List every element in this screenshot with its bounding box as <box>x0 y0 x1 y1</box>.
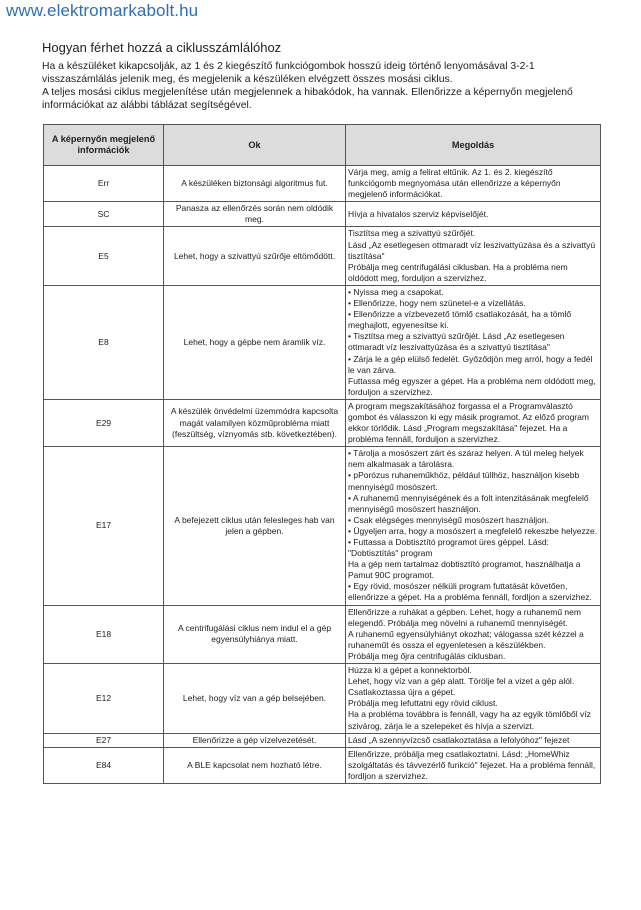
cause-cell: Lehet, hogy a gépbe nem áramlik víz. <box>164 285 346 399</box>
cause-cell: Ellenőrizze a gép vízelvezetését. <box>164 733 346 747</box>
solution-line: • Ügyeljen arra, hogy a mosószert a megfelelő rekeszbe helyezze. <box>348 525 598 536</box>
solution-line: • pPorózus ruhaneműkhöz, például tüllhöz, használjon kisebb mennyiségű mosószert. <box>348 470 580 492</box>
error-code-table <box>43 124 601 784</box>
solution-line: • Csak elégséges mennyiségű mosószert használjon. <box>348 514 549 525</box>
cause-cell: A BLE kapcsolat nem hozható létre. <box>164 747 346 783</box>
intro-text <box>42 61 602 113</box>
cause-cell: Panasza az ellenőrzés során nem oldódik meg. <box>164 202 346 227</box>
table-row <box>44 285 601 399</box>
table-row <box>44 664 601 734</box>
error-code-cell: E8 <box>44 285 164 399</box>
header-display-info: A képernyőn megjelenő információk <box>44 125 164 166</box>
solution-line: Húzza ki a gépet a konnektorból. <box>348 665 472 676</box>
solution-cell <box>346 447 601 605</box>
solution-line: A ruhanemű egyensúlyhiányt okozhat; válogassa szét kézzel a ruhaneműt és ossza el egyenletesen a készülékben. <box>348 628 584 650</box>
cause-cell: A készülék önvédelmi üzemmódra kapcsolta magát valamilyen közműprobléma miatt (feszültség, víznyomás stb. következtében). <box>164 399 346 446</box>
solution-cell <box>346 605 601 663</box>
solution-line: Hívja a hivatalos szerviz képviselőjét. <box>348 208 489 219</box>
solution-cell <box>346 202 601 227</box>
cause-cell: A készüléken biztonsági algoritmus fut. <box>164 166 346 202</box>
solution-cell <box>346 399 601 446</box>
cause-cell: A centrifugálási ciklus nem indul el a gép egyensúlyhiánya miatt. <box>164 605 346 663</box>
solution-line: • Ellenőrizze a vízbevezető tömlő csatlakozását, ha a tömlő meghajlott, egyenesítse ki. <box>348 309 572 331</box>
table-row <box>44 605 601 663</box>
header-cause: Ok <box>164 125 346 166</box>
site-url[interactable]: www.elektromarkabolt.hu <box>6 1 199 20</box>
solution-line: Próbálja meg őjra centrifugálás ciklusban. <box>348 650 506 661</box>
table-row <box>44 202 601 227</box>
solution-line: Ellenőrizze a ruhákat a gépben. Lehet, hogy a ruhanemű nem elegendő. Próbálja meg növelni a ruhanemű mennyiségét. <box>348 606 581 628</box>
solution-line: Csatlakoztassa újra a gépet. <box>348 687 456 698</box>
error-code-cell: E27 <box>44 733 164 747</box>
solution-line: Várja meg, amíg a felirat eltűnik. Az 1. és 2. kiegészítő funkciógomb megnyomása után ellenőrizze a képernyőn megjelenő információkat. <box>348 167 561 200</box>
table-row <box>44 747 601 783</box>
error-code-cell: E29 <box>44 399 164 446</box>
solution-cell <box>346 664 601 734</box>
solution-line: Lásd „Az esetlegesen ottmaradt víz leszivattyúzása és a szivattyú tisztítása" <box>348 239 596 261</box>
solution-line: Ellenőrizze, próbálja meg csatlakoztatni. Lásd: „HomeWhiz szolgáltatás és távvezérlő funkció" fejezet. Ha a probléma fennáll, fordljon a szervizhez. <box>348 748 596 781</box>
cause-cell: Lehet, hogy víz van a gép belsejében. <box>164 664 346 734</box>
solution-line: Ha a gép nem tartalmaz dobtisztító programot, használhatja a Pamut 90C programot. <box>348 559 581 581</box>
solution-line: A program megszakításához forgassa el a Programválasztó gombot és válasszon ki egy másik programot. Az előző program ekkor törlődik. Lásd „Program megszakítása" fejezet. Ha a probléma fennáll, forduljon a szervizhez. <box>348 400 589 445</box>
solution-cell <box>346 227 601 285</box>
solution-line: • Futtassa a Dobtisztító programot üres géppel. Lásd: "Dobtisztítás" program <box>348 537 549 559</box>
section-heading: Hogyan férhet hozzá a ciklusszámlálóhoz <box>42 40 282 55</box>
solution-cell <box>346 733 601 747</box>
solution-line: • Zárja le a gép elülső fedelét. Győződjön meg arról, hogy a fedél le van zárva. <box>348 353 593 375</box>
table-row <box>44 166 601 202</box>
solution-line: • A ruhanemű mennyiségének és a folt intenzitásának megfelelő mennyiségű mosószert használjon. <box>348 492 589 514</box>
solution-line: Próbálja meg lefuttatni egy rövid ciklust. <box>348 698 498 709</box>
solution-line: Futtassa még egyszer a gépet. Ha a probléma nem oldódott meg, forduljon a szervizhez. <box>348 375 596 397</box>
table-header-row <box>44 125 601 166</box>
intro-paragraph: A teljes mosási ciklus megjelenítése után megjelennek a hibakódok, ha vannak. Ellenőrizze a képernyőn megjelenő információkat az alábbi táblázat segítségével. <box>42 86 573 111</box>
solution-line: Tisztítsa meg a szivattyú szűrőjét. <box>348 228 476 239</box>
solution-line: Próbálja meg centrifugálási ciklusban. Ha a probléma nem oldódott meg, forduljon a szervizhez. <box>348 261 568 283</box>
cause-cell: Lehet, hogy a szivattyú szűrője eltömődött. <box>164 227 346 285</box>
solution-line: Lehet, hogy víz van a gép alatt. Törölje fel a vizet a gép alól. <box>348 676 575 687</box>
error-code-cell: E5 <box>44 227 164 285</box>
error-code-cell: SC <box>44 202 164 227</box>
error-code-cell: E18 <box>44 605 164 663</box>
table-row <box>44 447 601 605</box>
solution-line: • Egy rövid, mosószer nélküli program futtatását követően, ellenőrizze a gépet. Ha a probléma fennáll, fordljon a szervizhez. <box>348 581 592 603</box>
solution-line: • Tisztítsa meg a szivattyú szűrőjét. Lásd „Az esetlegesen ottmaradt víz leszivattyúzása és a szivattyú tisztítása" <box>348 331 565 353</box>
table-row <box>44 399 601 446</box>
error-code-cell: E17 <box>44 447 164 605</box>
solution-line: Ha a probléma továbbra is fennáll, vagy ha az egyik tömlőből víz szivárog, zárja le a szelepeket és hívja a szervizt. <box>348 709 591 731</box>
table-row <box>44 227 601 285</box>
error-code-cell: Err <box>44 166 164 202</box>
solution-line: • Nyissa meg a csapokat. <box>348 286 444 297</box>
solution-cell <box>346 166 601 202</box>
error-code-cell: E84 <box>44 747 164 783</box>
solution-line: Lásd „A szennyvízcső csatlakoztatása a lefolyóhoz" fejezet <box>348 734 570 745</box>
error-code-cell: E12 <box>44 664 164 734</box>
cause-cell: A befejezett ciklus után felesleges hab van jelen a gépben. <box>164 447 346 605</box>
table-row <box>44 733 601 747</box>
solution-cell <box>346 747 601 783</box>
intro-paragraph: Ha a készüléket kikapcsolják, az 1 és 2 kiegészítő funkciógombok hosszú ideig történő lenyomásával 3-2-1 visszaszámlálás jelenik meg, és megjelenik a készüléken elvégzett összes mosási ciklus. <box>42 61 535 85</box>
header-solution: Megoldás <box>346 125 601 166</box>
solution-line: • Ellenőrizze, hogy nem szünetel-e a vízellátás. <box>348 298 526 309</box>
solution-cell <box>346 285 601 399</box>
solution-line: • Tárolja a mosószert zárt és száraz helyen. A túl meleg helyek nem alkalmasak a tárolásra. <box>348 448 584 470</box>
